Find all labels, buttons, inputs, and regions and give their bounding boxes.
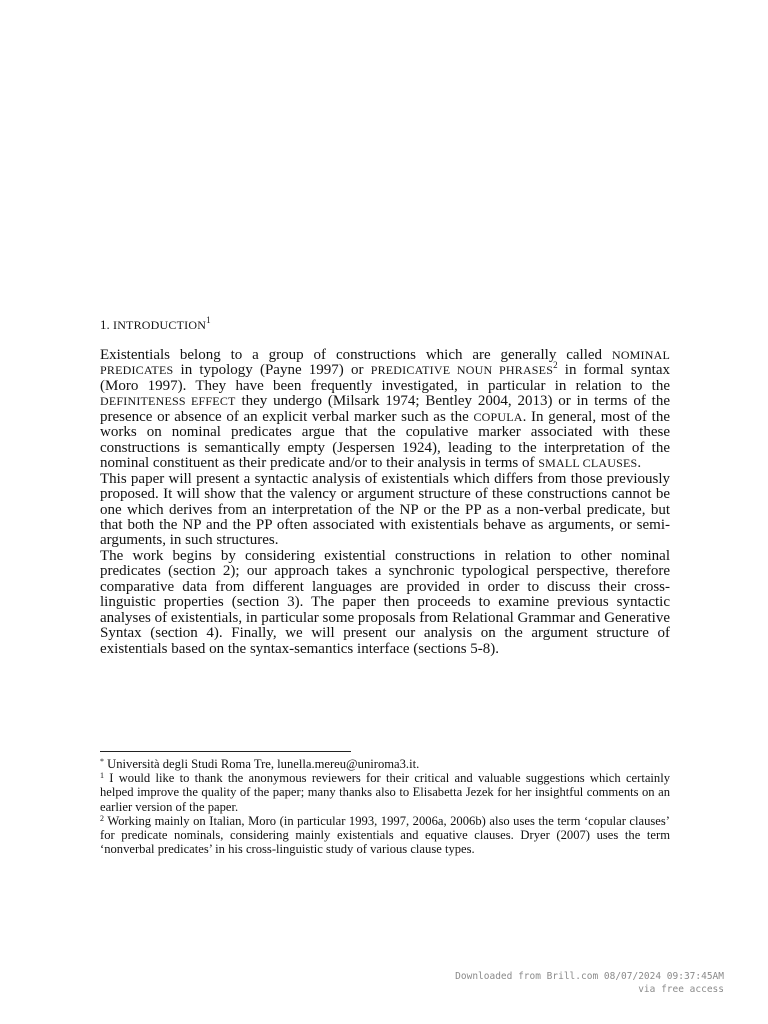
term-definiteness-effect: DEFINITENESS EFFECT [100,394,236,409]
paragraph-3: The work begins by considering existential constructions in relation to other nominal predicates (section 2); our approach takes a synchronic typological perspective, therefore comparative data from different languages are provided in order to discuss their cross-linguistic properties (section 3). The paper then proceeds to examine previous syntactic analyses of existentials, in particular some proposals from Relational Grammar and Generative Syntax (section 4). Finally, we will present our analysis on the argument structure of existentials based on the syntax-semantics interface (sections 5-8). [100,547,670,657]
footnote-1 [100,771,670,814]
term-predicative-noun-phrases: PREDICATIVE NOUN PHRASES [370,363,554,378]
text-span: . In general, most of the works on nominal predicates argue that the copulative marker associated with these constructions is semantically empty (Jespersen 1924), leading to the interpretation of the nominal constituent as their predicate and/or to their analysis in terms of [100,408,671,472]
paragraph-1 [100,348,670,472]
footnote-mark: * [100,757,104,766]
text-span: . [637,455,642,472]
section-heading [100,316,211,334]
footnote-text: Università degli Studi Roma Tre, lunella.mereu@uniroma3.it. [107,757,420,771]
text-span: in formal syntax (Moro 1997). They have been frequently investigated, in particular in relation to the [100,362,671,394]
term-copula: COPULA [473,409,523,424]
body-text [100,348,670,657]
footnote-text: I would like to thank the anonymous reviewers for their critical and valuable suggestions which certainly helped improve the quality of the paper; many thanks also to Elisabetta Jezek for her insightful comments on an earlier version of the paper. [100,771,670,814]
download-stamp [455,970,724,996]
download-line: Downloaded from Brill.com 08/07/2024 09:37:45AM [455,971,724,982]
footnote-2 [100,814,670,857]
term-small-clauses: SMALL CLAUSES [538,456,638,471]
paragraph-2: This paper will present a syntactic analysis of existentials which differs from those previously proposed. It will show that the valency or argument structure of these constructions cannot be one which derives from an interpretation of the NP or the PP as a non-verbal predicate, but that both the NP and the PP often associated with existentials behave as arguments, or semi-arguments, in such structures. [100,470,670,549]
footnote-affiliation [100,757,670,771]
footnotes [100,757,670,856]
text-span: they undergo (Milsark 1974; Bentley 2004, 2013) or in terms of the presence or absence of an explicit verbal marker such as the [100,393,670,425]
term-nominal-predicates: NOMINAL PREDICATES [100,348,671,378]
text-span: in typology (Payne 1997) or [180,362,364,379]
section-title: INTRODUCTION [113,318,207,332]
footnote-text: Working mainly on Italian, Moro (in particular 1993, 1997, 2006a, 2006b) also uses the term ‘copular clauses’ for predicate nominals, considering mainly existentials and equative clauses. Dryer (2007) uses the term ‘nonverbal predicates’ in his cross-linguistic study of various clause types. [100,813,670,857]
footnote-mark: 1 [100,771,104,781]
footnote-mark: 2 [100,813,104,823]
access-line: via free access [638,984,724,995]
footnote-ref-1[interactable]: 1 [206,315,211,325]
footnote-ref-2[interactable]: 2 [553,360,558,371]
footnote-divider [100,751,351,752]
section-number: 1. [100,317,110,332]
text-span: Existentials belong to a group of constructions which are generally called [100,347,603,363]
